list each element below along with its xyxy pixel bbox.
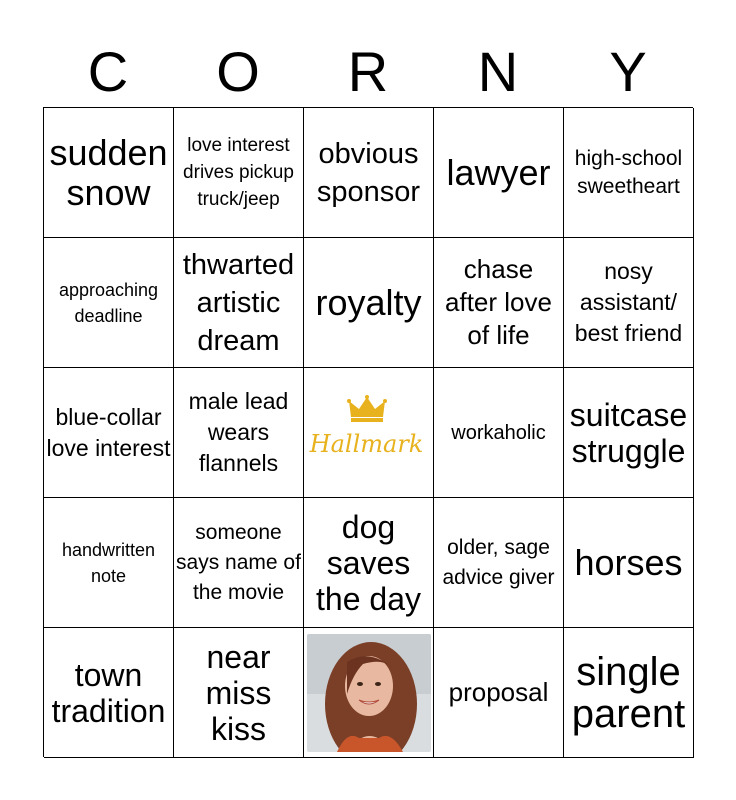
hallmark-logo: Hallmark: [309, 429, 424, 458]
cell-text: proposal: [448, 677, 549, 707]
bingo-cell[interactable]: [44, 628, 174, 758]
cell-text: someone says name of the movie: [176, 520, 301, 604]
bingo-cell[interactable]: [434, 498, 564, 628]
cell-text: older, sage advice giver: [442, 535, 555, 589]
bingo-cell[interactable]: [434, 628, 564, 758]
cell-text: workaholic: [451, 421, 546, 444]
bingo-cell[interactable]: [174, 108, 304, 238]
cell-text: thwarted artistic dream: [182, 248, 295, 357]
bingo-cell[interactable]: [304, 108, 434, 238]
bingo-cell[interactable]: [564, 238, 694, 368]
cell-text: high-school sweetheart: [574, 146, 683, 198]
cell-text: suitcase struggle: [569, 396, 688, 469]
header-letter-c: C: [87, 40, 129, 103]
actress-photo: [307, 634, 431, 752]
bingo-cell[interactable]: [174, 628, 304, 758]
bingo-cell[interactable]: [304, 238, 434, 368]
cell-text: near miss kiss: [205, 638, 272, 747]
cell-text: male lead wears flannels: [188, 388, 289, 476]
cell-text: lawyer: [446, 151, 551, 193]
bingo-cell[interactable]: [564, 498, 694, 628]
header-letter-n: N: [477, 40, 519, 103]
bingo-cell[interactable]: [44, 108, 174, 238]
bingo-cell[interactable]: [564, 108, 694, 238]
bingo-cell[interactable]: [564, 628, 694, 758]
bingo-cell[interactable]: [434, 238, 564, 368]
bingo-cell[interactable]: [434, 108, 564, 238]
cell-text: approaching deadline: [58, 279, 159, 326]
crown-icon: [347, 395, 387, 423]
bingo-cell[interactable]: [304, 628, 434, 758]
cell-text: town tradition: [51, 656, 166, 729]
cell-text: love interest drives pickup truck/jeep: [183, 135, 294, 210]
bingo-cell[interactable]: [174, 238, 304, 368]
header-letter-y: Y: [609, 40, 647, 103]
header-letter-r: R: [347, 40, 389, 103]
cell-text: chase after love of life: [445, 254, 552, 350]
cell-text: horses: [574, 541, 683, 583]
bingo-cell[interactable]: [174, 498, 304, 628]
bingo-cell[interactable]: [44, 498, 174, 628]
bingo-cell[interactable]: [304, 368, 434, 498]
free-space: [305, 393, 433, 473]
cell-text: single parent: [571, 649, 686, 736]
cell-text: obvious sponsor: [316, 137, 421, 208]
header-letter-o: O: [216, 40, 260, 103]
bingo-card: [43, 107, 693, 757]
cell-text: blue-collar love interest: [46, 403, 171, 461]
bingo-cell[interactable]: [44, 368, 174, 498]
bingo-cell[interactable]: [564, 368, 694, 498]
cell-text: nosy assistant/ best friend: [574, 258, 683, 346]
bingo-cell[interactable]: [44, 238, 174, 368]
bingo-cell[interactable]: [304, 498, 434, 628]
cell-text: dog saves the day: [316, 508, 421, 617]
cell-text: sudden snow: [49, 131, 168, 213]
cell-text: royalty: [315, 281, 422, 323]
bingo-cell[interactable]: [434, 368, 564, 498]
bingo-cell[interactable]: [174, 368, 304, 498]
cell-text: handwritten note: [61, 539, 156, 586]
